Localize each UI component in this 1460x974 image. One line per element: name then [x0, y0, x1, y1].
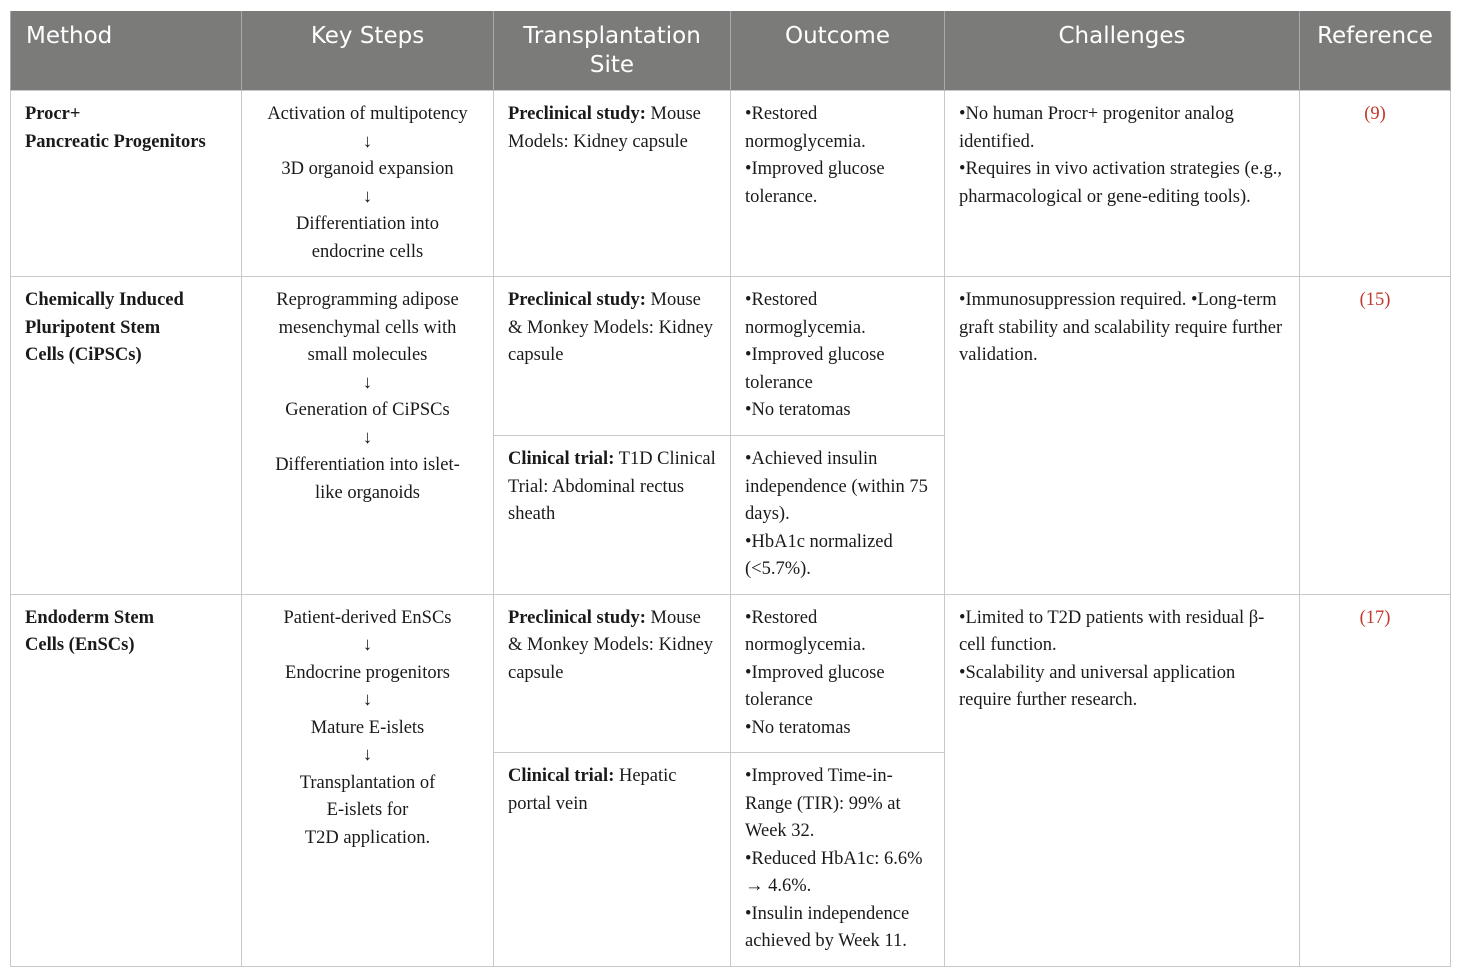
- header-site-line-1: Transplantation: [523, 23, 701, 49]
- outcome-item: •HbA1c normalized (<5.7%).: [745, 531, 893, 579]
- down-arrow-icon: ↓: [362, 131, 373, 152]
- outcome-item: •Achieved insulin independence (within 75 days).: [745, 449, 928, 524]
- reference-cell: [1300, 277, 1451, 595]
- outcome-cell: [731, 277, 945, 436]
- header-site-line-2: Site: [589, 52, 635, 78]
- stem-cell-methods-table: [10, 11, 1451, 967]
- method-cell: [11, 594, 242, 966]
- reference-link[interactable]: (9): [1364, 104, 1386, 124]
- outcome-item: •Restored normoglycemia.: [745, 104, 866, 152]
- outcome-item: •No teratomas: [745, 400, 851, 420]
- header-key-steps: Key Steps: [242, 11, 494, 91]
- outcome-item: •Improved glucose tolerance: [745, 662, 885, 710]
- step-text: T2D application.: [304, 827, 431, 848]
- header-outcome: Outcome: [731, 11, 945, 91]
- site-label: Preclinical study:: [508, 104, 646, 124]
- step-text: Differentiation into: [296, 214, 439, 234]
- outcome-cell: [731, 91, 945, 277]
- method-cell: [11, 277, 242, 595]
- site-text: Hepatic portal vein: [508, 766, 677, 814]
- step-text: Mature E-islets: [310, 717, 425, 738]
- site-cell: [494, 91, 731, 277]
- site-cell: [494, 436, 731, 595]
- site-label: Clinical trial:: [508, 766, 615, 786]
- challenges-cell: [945, 277, 1300, 595]
- reference-link[interactable]: (15): [1359, 290, 1391, 310]
- method-line: Endoderm Stem: [25, 607, 154, 628]
- key-steps-cell: [242, 594, 494, 966]
- table-row: [11, 594, 1451, 753]
- outcome-item: •Insulin independence achieved by Week 11.: [745, 903, 910, 951]
- step-text: Activation of multipotency: [267, 104, 468, 124]
- method-line: Procr+: [25, 104, 81, 124]
- challenges-cell: [945, 91, 1300, 277]
- outcome-item: •Improved Time-in-Range (TIR): 99% at Week 32.: [745, 766, 901, 841]
- site-cell: [494, 753, 731, 967]
- step-text: Generation of CiPSCs: [285, 400, 450, 420]
- outcome-item: •Restored normoglycemia.: [745, 290, 866, 338]
- challenge-item: •Scalability and universal application require further research.: [959, 662, 1236, 710]
- challenges-cell: [945, 594, 1300, 966]
- outcome-cell: [731, 436, 945, 595]
- site-text: T1D Clinical Trial: Abdominal rectus sheath: [508, 449, 716, 524]
- reference-link[interactable]: (17): [1359, 607, 1391, 628]
- table-row: [11, 91, 1451, 277]
- down-arrow-icon: ↓: [362, 635, 373, 655]
- step-text: E-islets for: [326, 800, 409, 820]
- down-arrow-icon: ↓: [362, 427, 373, 448]
- step-text: Patient-derived EnSCs: [283, 607, 452, 628]
- header-reference: Reference: [1300, 11, 1451, 91]
- outcome-item: •No teratomas: [745, 717, 851, 738]
- key-steps-cell: [242, 91, 494, 277]
- challenge-item: •No human Procr+ progenitor analog identified.: [959, 104, 1234, 152]
- outcome-cell: [731, 753, 945, 967]
- challenge-item: •Requires in vivo activation strategies (e.g., pharmacological or gene-editing tools).: [959, 159, 1282, 207]
- down-arrow-icon: ↓: [362, 745, 373, 765]
- header-row: [11, 11, 1451, 91]
- site-cell: [494, 594, 731, 753]
- down-arrow-icon: ↓: [362, 690, 373, 710]
- site-text: Mouse & Monkey Models: Kidney capsule: [508, 607, 714, 683]
- site-label: Preclinical study:: [508, 290, 646, 310]
- step-text: 3D organoid expansion: [281, 159, 454, 179]
- reference-cell: [1300, 91, 1451, 277]
- site-label: Clinical trial:: [508, 449, 615, 469]
- reference-cell: [1300, 594, 1451, 966]
- outcome-cell: [731, 594, 945, 753]
- table-row: [11, 277, 1451, 436]
- site-text: Mouse Models: Kidney capsule: [508, 104, 701, 152]
- outcome-item: •Reduced HbA1c: 6.6% → 4.6%.: [745, 848, 923, 896]
- step-text: Reprogramming adipose: [276, 290, 459, 310]
- site-text: Mouse & Monkey Models: Kidney capsule: [508, 290, 714, 365]
- step-text: like organoids: [315, 482, 420, 503]
- down-arrow-icon: ↓: [362, 186, 373, 207]
- down-arrow-icon: ↓: [362, 372, 373, 393]
- step-text: mesenchymal cells with: [278, 317, 457, 338]
- header-challenges: Challenges: [945, 11, 1300, 91]
- header-transplantation-site: [494, 11, 731, 91]
- site-label: Preclinical study:: [508, 607, 646, 628]
- method-cell: [11, 91, 242, 277]
- outcome-item: •Improved glucose tolerance: [745, 345, 885, 393]
- challenge-item: •Limited to T2D patients with residual β-cell function.: [959, 607, 1265, 655]
- method-line: Pluripotent Stem: [25, 317, 161, 338]
- challenge-item: •Immunosuppression required. •Long-term graft stability and scalability require further validation.: [959, 290, 1283, 365]
- key-steps-cell: [242, 277, 494, 595]
- step-text: small molecules: [307, 345, 428, 365]
- step-text: Endocrine progenitors: [285, 662, 450, 683]
- method-line: Pancreatic Progenitors: [25, 131, 206, 152]
- outcome-item: •Restored normoglycemia.: [745, 607, 866, 655]
- method-line: Cells (CiPSCs): [25, 345, 142, 365]
- step-text: Differentiation into islet-: [275, 455, 460, 475]
- header-method: Method: [11, 11, 242, 91]
- method-line: Cells (EnSCs): [25, 635, 135, 655]
- step-text: endocrine cells: [311, 241, 424, 262]
- outcome-item: •Improved glucose tolerance.: [745, 159, 885, 207]
- step-text: Transplantation of: [299, 772, 436, 793]
- method-line: Chemically Induced: [25, 290, 184, 310]
- site-cell: [494, 277, 731, 436]
